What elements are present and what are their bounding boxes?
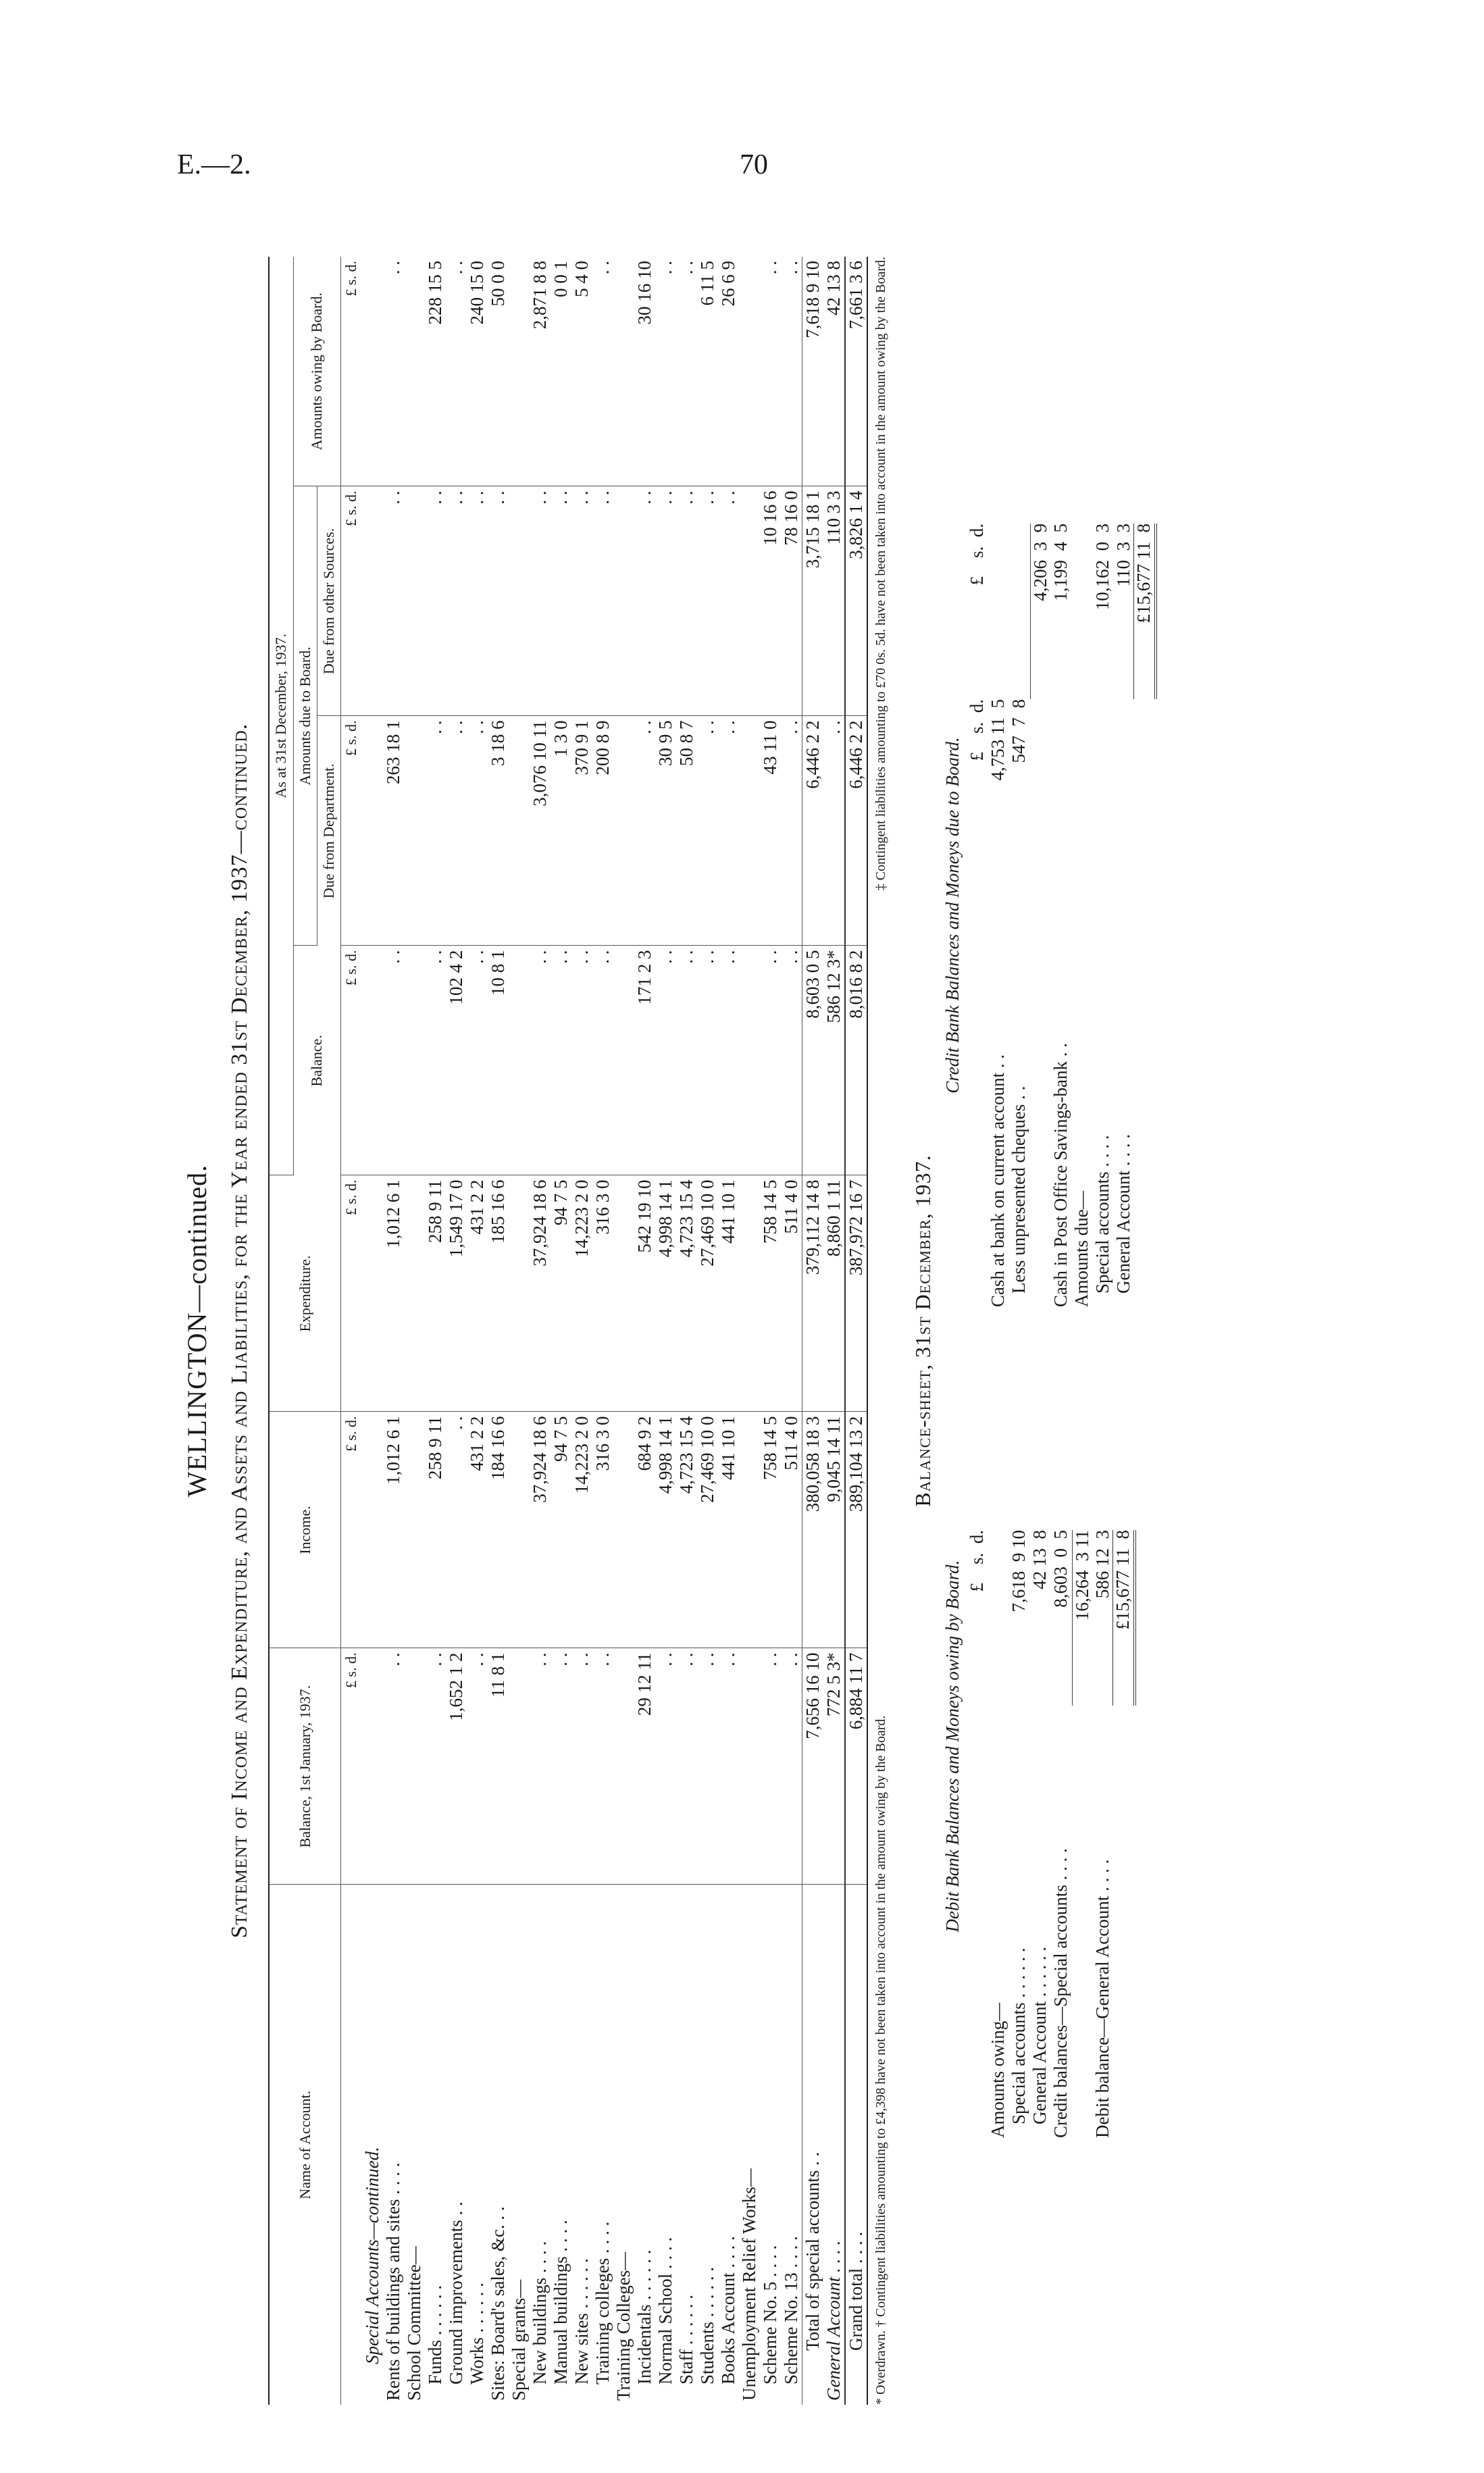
cell-cbal: . . (530, 946, 551, 1175)
cell-exp: 387,972 16 7 (845, 1175, 867, 1412)
footnote-overdrawn: * Overdrawn. † Contingent liabilities amounting to £4,398 have not been taken into account in the amount owing by the Board. (873, 1715, 888, 2405)
balance-sheet-line (1030, 524, 1051, 1307)
unit-label: £ s. d. (340, 946, 362, 1175)
balance-sheet-line (1114, 524, 1135, 1307)
line-amount-total: 10,162 0 3 (1092, 524, 1113, 611)
cell-bal: . . (383, 1648, 404, 1885)
cell-owing: . . (655, 257, 676, 486)
account-name: Unemployment Relief Works— (738, 2168, 759, 2401)
cell-cbal (404, 946, 425, 1175)
line-amount: 16,264 3 11 (1072, 1530, 1093, 1706)
line-amount-total: 110 3 3 (1113, 524, 1134, 587)
cell-cbal: 102 4 2 (446, 946, 467, 1175)
account-name: Books Account . . . . (717, 2236, 738, 2385)
cell-dept (613, 716, 634, 946)
cell-owing: 7,618 9 10 (802, 257, 823, 486)
cell-exp: 27,469 10 0 (697, 1175, 718, 1412)
district-title: WELLINGTON—continued. (182, 1164, 212, 1498)
table-row (467, 257, 488, 2405)
line-amount-total: £ s. d. (967, 524, 988, 586)
line-amount: 547 7 8 (1008, 699, 1029, 763)
cell-dept: . . (446, 716, 467, 946)
cell-owing (613, 257, 634, 486)
units-row (340, 257, 362, 2405)
cell-dept: . . (718, 716, 739, 946)
account-name: School Committee— (403, 2246, 424, 2401)
statement-table (268, 257, 868, 2405)
line-label: Cash in Post Office Savings-bank . . (1050, 1043, 1071, 1307)
cell-inc: 4,998 14 1 (655, 1412, 676, 1648)
line-amount: 4,753 11 5 (988, 699, 1008, 781)
cell-exp (509, 1175, 530, 1412)
cell-owing: 228 15 5 (425, 257, 446, 486)
line-label: Special accounts . . . . . . (1008, 1947, 1029, 2124)
credit-column (943, 524, 1156, 1307)
cell-inc: 441 10 1 (718, 1412, 739, 1648)
cell-owing: . . (446, 257, 467, 486)
cell-owing: . . (383, 257, 404, 486)
cell-bal: . . (571, 1648, 592, 1885)
table-row (676, 257, 697, 2405)
unit-label: £ s. d. (340, 257, 362, 486)
cell-exp: 758 14 5 (760, 1175, 781, 1412)
cell-cbal: 8,603 0 5 (802, 946, 823, 1175)
cell-dept: . . (634, 716, 655, 946)
balance-sheet-title: Balance-sheet, 31st December, 1937. (910, 1154, 935, 1507)
cell-cbal: . . (760, 946, 781, 1175)
cell-inc: 1,012 6 1 (383, 1412, 404, 1648)
balance-sheet-line (1009, 1354, 1030, 2138)
cell-dept: 263 18 1 (383, 716, 404, 946)
line-label: Amounts due— (1071, 1191, 1092, 1307)
account-name: Staff . . . . . . (675, 2295, 696, 2385)
section-code: E.—2. (177, 149, 251, 180)
col-expenditure: Expenditure. (269, 1175, 340, 1412)
cell-dept (362, 716, 383, 946)
cell-other: 10 16 6 (760, 486, 781, 716)
account-name: New sites . . . . . . (571, 2258, 592, 2385)
col-amounts-owing: Amounts owing by Board. (293, 257, 340, 486)
cell-cbal: . . (467, 946, 488, 1175)
cell-dept: . . (467, 716, 488, 946)
balance-sheet-line (1093, 524, 1114, 1307)
account-name: Works . . . . . . (466, 2283, 487, 2385)
cell-exp (613, 1175, 634, 1412)
cell-cbal (362, 946, 383, 1175)
credit-title: Credit Bank Balances and Moneys due to Board. (942, 737, 963, 1094)
cell-inc: 431 2 2 (467, 1412, 488, 1648)
cell-other (404, 486, 425, 716)
col-balance-jan: Balance, 1st January, 1937. (269, 1648, 340, 1885)
line-amount: 7,618 9 10 (1008, 1530, 1029, 1612)
line-label: Less unpresented cheques . . (1008, 1086, 1029, 1294)
cell-exp: 431 2 2 (467, 1175, 488, 1412)
account-name: Incidentals . . . . . . (634, 2249, 655, 2385)
table-row (802, 257, 823, 2405)
unit-label: £ s. d. (340, 1175, 362, 1412)
cell-bal: . . (760, 1648, 781, 1885)
line-amount-total: 1,199 4 5 (1050, 524, 1071, 601)
cell-inc: . . (446, 1412, 467, 1648)
account-name: Special Accounts—continued. (361, 2147, 382, 2364)
table-row (509, 257, 530, 2405)
cell-dept: 3 18 6 (488, 716, 509, 946)
table-row (425, 257, 446, 2405)
account-name: Total of special accounts . . (802, 1885, 823, 2405)
cell-exp: 4,723 15 4 (676, 1175, 697, 1412)
cell-dept: 6,446 2 2 (802, 716, 823, 946)
cell-bal: . . (718, 1648, 739, 1885)
cell-inc: 380,058 18 3 (802, 1412, 823, 1648)
table-row (571, 257, 592, 2405)
cell-cbal: . . (781, 946, 802, 1175)
cell-exp: 542 19 10 (634, 1175, 655, 1412)
cell-other: . . (467, 486, 488, 716)
table-row (446, 257, 467, 2405)
table-row (823, 257, 845, 2405)
table-row (760, 257, 781, 2405)
col-as-at: As at 31st December, 1937. (269, 257, 293, 1175)
cell-bal (404, 1648, 425, 1885)
cell-bal (613, 1648, 634, 1885)
account-name: Scheme No. 5 . . . . (759, 2245, 780, 2385)
col-name-of-account: Name of Account. (269, 1885, 340, 2405)
cell-inc: 389,104 13 2 (845, 1412, 867, 1648)
cell-owing: 240 15 0 (467, 257, 488, 486)
cell-exp: 316 3 0 (592, 1175, 613, 1412)
cell-dept (739, 716, 760, 946)
cell-bal: 29 12 11 (634, 1648, 655, 1885)
cell-inc: 27,469 10 0 (697, 1412, 718, 1648)
cell-exp (362, 1175, 383, 1412)
table-row (551, 257, 571, 2405)
table-row (613, 257, 634, 2405)
cell-inc: 9,045 14 11 (823, 1412, 845, 1648)
cell-inc (362, 1412, 383, 1648)
cell-dept: . . (823, 716, 845, 946)
account-name: Manual buildings . . . . (550, 2220, 571, 2385)
cell-cbal: . . (571, 946, 592, 1175)
cell-owing: 50 0 0 (488, 257, 509, 486)
cell-dept: 3,076 10 11 (530, 716, 551, 946)
col-balance: Balance. (293, 946, 340, 1175)
cell-other: . . (530, 486, 551, 716)
account-name: General Account . . . . (823, 2240, 844, 2401)
line-amount: 42 13 8 (1029, 1530, 1050, 1589)
cell-exp: 4,998 14 1 (655, 1175, 676, 1412)
table-row (530, 257, 551, 2405)
rotated-content (177, 257, 1386, 2405)
cell-cbal: . . (655, 946, 676, 1175)
table-row (781, 257, 802, 2405)
cell-bal (509, 1648, 530, 1885)
cell-bal: 7,656 16 10 (802, 1648, 823, 1885)
cell-owing: 5 4 0 (571, 257, 592, 486)
cell-owing: . . (592, 257, 613, 486)
cell-other: . . (718, 486, 739, 716)
cell-cbal: . . (592, 946, 613, 1175)
cell-cbal: . . (383, 946, 404, 1175)
line-label: Special accounts . . . . (1092, 1135, 1113, 1294)
cell-bal: . . (592, 1648, 613, 1885)
cell-owing: 6 11 5 (697, 257, 718, 486)
cell-dept: 43 11 0 (760, 716, 781, 946)
cell-inc: 14,223 2 0 (571, 1412, 592, 1648)
cell-other: . . (592, 486, 613, 716)
cell-bal: . . (697, 1648, 718, 1885)
cell-dept: . . (781, 716, 802, 946)
cell-exp: 14,223 2 0 (571, 1175, 592, 1412)
col-amounts-due: Amounts due to Board. (293, 486, 317, 946)
cell-dept (404, 716, 425, 946)
cell-owing: 7,661 3 6 (845, 257, 867, 486)
balance-sheet-line (1114, 1354, 1135, 2138)
balance-sheet-line (967, 524, 988, 1307)
cell-owing (404, 257, 425, 486)
debit-title: Debit Bank Balances and Moneys owing by Board. (942, 1560, 963, 1933)
cell-exp: 258 9 11 (425, 1175, 446, 1412)
cell-other (613, 486, 634, 716)
cell-other: . . (488, 486, 509, 716)
balance-sheet-line (1135, 524, 1156, 1307)
cell-inc: 511 4 0 (781, 1412, 802, 1648)
cell-inc: 316 3 0 (592, 1412, 613, 1648)
cell-cbal: . . (676, 946, 697, 1175)
table-row (655, 257, 676, 2405)
balance-sheet-line (988, 1354, 1009, 2138)
balance-sheet-line (1093, 1354, 1114, 2138)
cell-other (362, 486, 383, 716)
cell-exp: 8,860 1 11 (823, 1175, 845, 1412)
cell-other: . . (634, 486, 655, 716)
cell-owing: . . (781, 257, 802, 486)
account-name: Rents of buildings and sites . . . . (382, 2162, 403, 2401)
cell-inc: 684 9 2 (634, 1412, 655, 1648)
balance-sheet-line (1051, 524, 1072, 1307)
col-income: Income. (269, 1412, 340, 1648)
cell-other: . . (446, 486, 467, 716)
debit-column (943, 1354, 1156, 2138)
account-name: Special grants— (508, 2279, 529, 2401)
table-row (404, 257, 425, 2405)
balance-sheet-line (967, 1354, 988, 2138)
cell-inc (739, 1412, 760, 1648)
cell-owing: . . (676, 257, 697, 486)
cell-owing: 30 16 10 (634, 257, 655, 486)
col-due-dept: Due from Department. (317, 716, 340, 946)
cell-cbal: 171 2 3 (634, 946, 655, 1175)
cell-bal: . . (425, 1648, 446, 1885)
table-row (845, 257, 867, 2405)
balance-sheet (911, 257, 1156, 2405)
cell-inc (613, 1412, 634, 1648)
cell-bal: . . (467, 1648, 488, 1885)
cell-dept (509, 716, 530, 946)
cell-cbal: 10 8 1 (488, 946, 509, 1175)
cell-cbal (509, 946, 530, 1175)
cell-inc: 4,723 15 4 (676, 1412, 697, 1648)
cell-other (739, 486, 760, 716)
line-label: Credit balances—Special accounts . . . . (1050, 1848, 1071, 2138)
table-row (592, 257, 613, 2405)
cell-cbal: . . (425, 946, 446, 1175)
cell-exp: 94 7 5 (551, 1175, 571, 1412)
cell-inc (509, 1412, 530, 1648)
cell-exp: 1,549 17 0 (446, 1175, 467, 1412)
cell-inc (404, 1412, 425, 1648)
cell-bal (739, 1648, 760, 1885)
cell-other: . . (571, 486, 592, 716)
cell-other: . . (383, 486, 404, 716)
account-name: Grand total . . . . (845, 1885, 867, 2405)
unit-label: £ s. d. (340, 486, 362, 716)
page-number: 70 (740, 149, 768, 180)
footnotes (873, 257, 888, 2405)
line-amount: £ s. d. (967, 699, 988, 761)
line-amount: 586 12 3 (1092, 1530, 1113, 1599)
cell-bal: . . (655, 1648, 676, 1885)
cell-exp: 511 4 0 (781, 1175, 802, 1412)
cell-bal: 11 8 1 (488, 1648, 509, 1885)
statement-title: Statement of Income and Expenditure, and Assets and Liabilities, for the Year ended 31st December, 1937—continued. (227, 723, 252, 1939)
cell-inc: 258 9 11 (425, 1412, 446, 1648)
line-amount-total: 4,206 3 9 (1030, 524, 1051, 699)
cell-dept: 200 8 9 (592, 716, 613, 946)
cell-bal: . . (530, 1648, 551, 1885)
cell-owing (362, 257, 383, 486)
cell-cbal: 586 12 3* (823, 946, 845, 1175)
balance-sheet-line (988, 524, 1009, 1307)
cell-bal: . . (676, 1648, 697, 1885)
cell-other: 110 3 3 (823, 486, 845, 716)
cell-exp: 379,112 14 8 (802, 1175, 823, 1412)
cell-inc: 94 7 5 (551, 1412, 571, 1648)
account-name: Sites: Board's sales, &c. . . (487, 2206, 508, 2401)
balance-sheet-line (1009, 524, 1030, 1307)
line-label: General Account . . . . (1113, 1133, 1134, 1294)
cell-owing: 42 13 8 (823, 257, 845, 486)
table-row (634, 257, 655, 2405)
account-name: Funds . . . . . . (424, 2285, 445, 2385)
cell-inc: 184 16 6 (488, 1412, 509, 1648)
cell-owing (739, 257, 760, 486)
cell-other: . . (676, 486, 697, 716)
cell-dept: . . (425, 716, 446, 946)
unit-label: £ s. d. (340, 1412, 362, 1648)
cell-cbal: . . (718, 946, 739, 1175)
balance-sheet-line (1072, 524, 1093, 1307)
cell-dept: 50 8 7 (676, 716, 697, 946)
unit-label: £ s. d. (340, 716, 362, 946)
cell-cbal (739, 946, 760, 1175)
cell-other: 3,826 1 4 (845, 486, 867, 716)
balance-sheet-line (1072, 1354, 1093, 2138)
cell-dept: 30 9 5 (655, 716, 676, 946)
footnote-contingent: ‡ Contingent liabilities amounting to £70 0s. 5d. have not been taken into account in the amount owing by the Board. (873, 257, 888, 891)
account-name: Ground improvements . . (445, 2201, 466, 2385)
statement-body (340, 257, 867, 2405)
account-name: Students . . . . . . (696, 2266, 717, 2385)
table-row (362, 257, 383, 2405)
line-amount: 8,603 0 5 (1050, 1530, 1071, 1608)
cell-bal: . . (551, 1648, 571, 1885)
cell-bal: 1,652 1 2 (446, 1648, 467, 1885)
cell-other: 78 16 0 (781, 486, 802, 716)
cell-dept: 370 9 1 (571, 716, 592, 946)
cell-other: . . (425, 486, 446, 716)
cell-other: . . (551, 486, 571, 716)
cell-cbal: . . (551, 946, 571, 1175)
line-amount: £15,677 11 8 (1112, 1530, 1136, 1706)
table-row (718, 257, 739, 2405)
account-name: New buildings . . . . (529, 2241, 550, 2385)
line-label: General Account . . . . . . (1029, 1946, 1050, 2124)
line-label: Debit balance—General Account . . . . (1092, 1859, 1113, 2138)
balance-sheet-line (1030, 1354, 1051, 2138)
balance-sheet-line (1051, 1354, 1072, 2138)
account-name: Training Colleges— (613, 2251, 634, 2401)
unit-label: £ s. d. (340, 1648, 362, 1885)
line-amount: £ s. d. (967, 1530, 988, 1592)
cell-dept: 6,446 2 2 (845, 716, 867, 946)
cell-dept: . . (697, 716, 718, 946)
cell-dept: 1 3 0 (551, 716, 571, 946)
cell-bal: . . (781, 1648, 802, 1885)
line-label: Cash at bank on current account . . (988, 1054, 1008, 1307)
cell-exp: 37,924 18 6 (530, 1175, 551, 1412)
cell-owing: 2,871 8 8 (530, 257, 551, 486)
line-amount-total: £15,677 11 8 (1133, 524, 1157, 699)
cell-other (509, 486, 530, 716)
cell-inc: 758 14 5 (760, 1412, 781, 1648)
cell-exp: 185 16 6 (488, 1175, 509, 1412)
table-row (697, 257, 718, 2405)
account-name: Normal School . . . . (655, 2237, 675, 2385)
cell-bal: 6,884 11 7 (845, 1648, 867, 1885)
cell-other: . . (697, 486, 718, 716)
cell-owing: 0 0 1 (551, 257, 571, 486)
col-due-other: Due from other Sources. (317, 486, 340, 716)
cell-cbal: . . (697, 946, 718, 1175)
cell-cbal (613, 946, 634, 1175)
cell-other: 3,715 18 1 (802, 486, 823, 716)
cell-inc: 37,924 18 6 (530, 1412, 551, 1648)
cell-bal: 772 5 3* (823, 1648, 845, 1885)
line-label: Amounts owing— (988, 2002, 1008, 2138)
cell-exp (404, 1175, 425, 1412)
table-row (488, 257, 509, 2405)
cell-owing: . . (760, 257, 781, 486)
cell-owing: 26 6 9 (718, 257, 739, 486)
cell-owing (509, 257, 530, 486)
cell-exp (739, 1175, 760, 1412)
cell-bal (362, 1648, 383, 1885)
account-name: Training colleges . . . . (592, 2221, 613, 2385)
cell-other: . . (655, 486, 676, 716)
table-row (383, 257, 404, 2405)
table-row (739, 257, 760, 2405)
cell-exp: 441 10 1 (718, 1175, 739, 1412)
account-name: Scheme No. 13 . . . . (780, 2236, 801, 2385)
cell-cbal: 8,016 8 2 (845, 946, 867, 1175)
cell-exp: 1,012 6 1 (383, 1175, 404, 1412)
